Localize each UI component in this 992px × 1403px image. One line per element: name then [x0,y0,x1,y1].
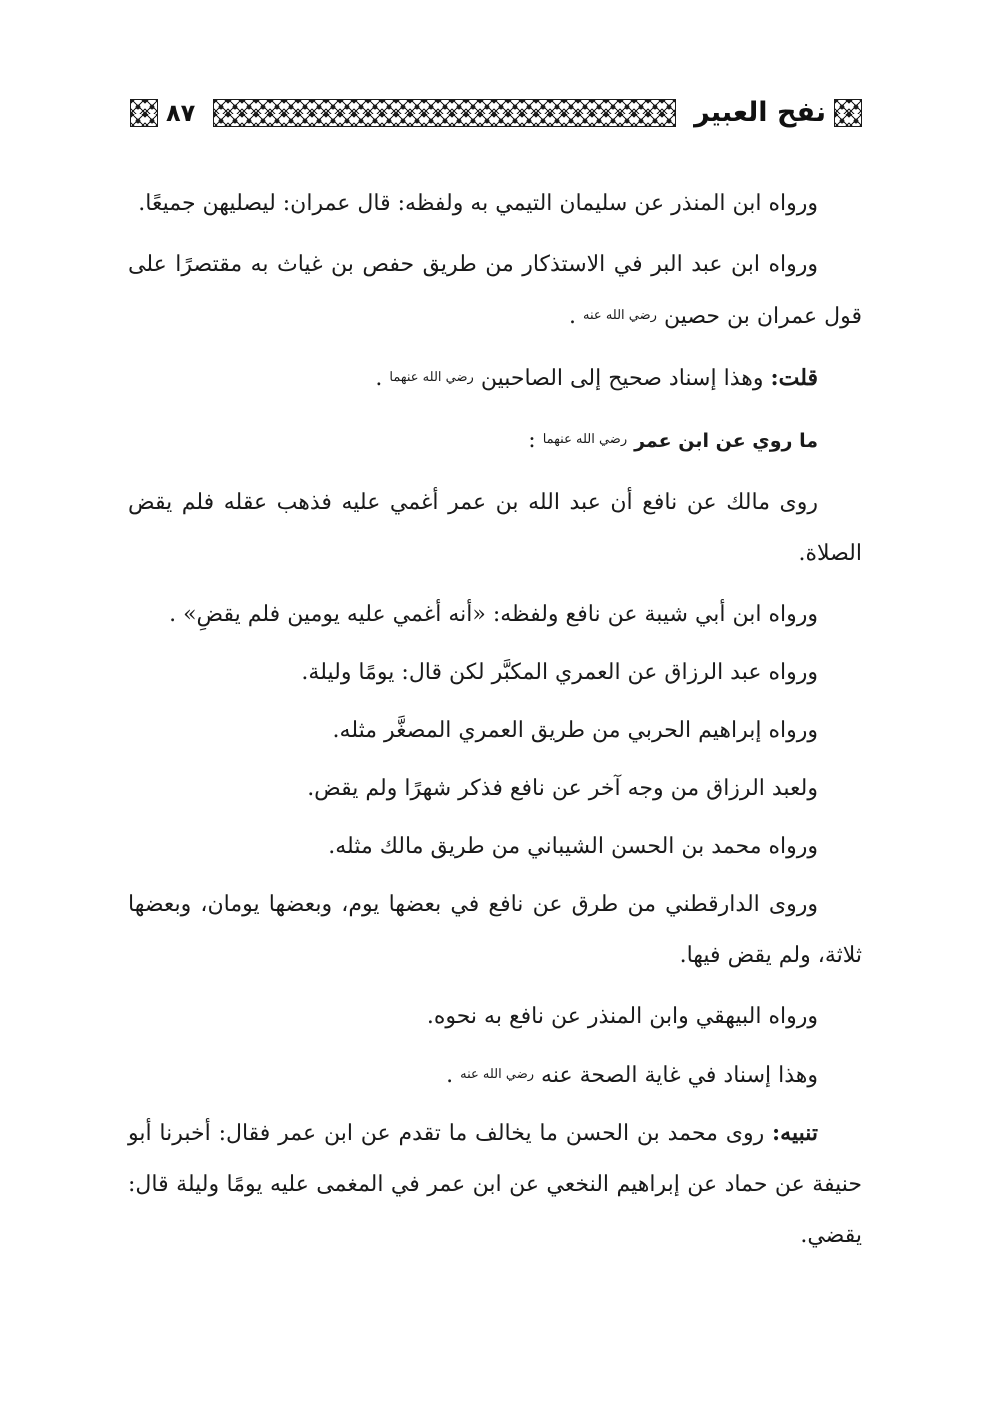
honorific-glyph: رضي الله عنه [583,308,657,323]
ornament-right-icon [834,99,862,127]
lead-word: تنبيه: [772,1120,818,1146]
section-heading [128,414,862,467]
paragraph-text: وروى الدارقطني من طرق عن نافع في بعضها يوم، وبعضها يومان، وبعضها ثلاثة، ولم يقض فيها. [128,892,862,968]
paragraph [128,239,862,342]
paragraph [128,1108,862,1261]
paragraph [128,589,862,640]
honorific-glyph: رضي الله عنه [460,1067,535,1082]
paragraph [128,1049,862,1101]
paragraph-text: ورواه إبراهيم الحربي من طريق العمري المصغَّر مثله. [332,718,818,743]
paragraph-text: ورواه البيهقي وابن المنذر عن نافع به نحوه. [426,1004,818,1029]
paragraph-text: ورواه ابن المنذر عن سليمان التيمي به ولفظه: قال عمران: ليصليهن جميعًا. [138,191,818,216]
paragraph [128,763,862,814]
punctuation: . [375,366,390,391]
paragraph-text: ورواه ابن عبد البر في الاستذكار من طريق حفص بن غياث به مقتصرًا على قول عمران بن حصين [128,252,862,329]
punctuation: . [569,304,584,329]
paragraph [128,991,862,1042]
book-title: نفح العبير [694,97,826,128]
heading-text: ما روي عن ابن عمر [634,430,818,452]
paragraph-text: روى محمد بن الحسن ما يخالف ما تقدم عن ابن عمر فقال: أخبرنا أبو حنيفة عن حماد عن إبراهيم النخعي عن ابن عمر في المغمى عليه يومًا وليلة قال: يقضي. [128,1121,862,1248]
paragraph-text: ولعبد الرزاق من وجه آخر عن نافع فذكر شهرًا ولم يقض. [307,776,818,801]
paragraph-text: وهذا إسناد صحيح إلى الصاحبين [480,366,771,391]
paragraph [128,352,862,404]
paragraph [128,178,862,229]
punctuation: : [528,428,543,453]
punctuation: . [446,1063,461,1088]
honorific-glyph: رضي الله عنهما [389,370,474,385]
paragraph [128,647,862,698]
page-number: ٨٧ [166,99,196,127]
paragraph-text: روى مالك عن نافع أن عبد الله بن عمر أغمي عليه فذهب عقله فلم يقض الصلاة. [128,490,862,566]
lead-word: قلت: [770,365,818,391]
paragraph-text: وهذا إسناد في غاية الصحة عنه [541,1063,818,1088]
paragraph-text: ورواه عبد الرزاق عن العمري المكبَّر لكن قال: يومًا وليلة. [301,660,818,685]
paragraph [128,821,862,872]
paragraph [128,879,862,981]
ornament-left-icon [130,99,158,127]
ornament-band-icon [213,99,676,127]
paragraph-text: ورواه ابن أبي شيبة عن نافع ولفظه: «أنه أغمي عليه يومين فلم يقضِ» . [169,602,818,627]
paragraph [128,477,862,579]
body-text [128,178,862,1271]
page-header [130,96,862,130]
paragraph-text: ورواه محمد بن الحسن الشيباني من طريق مالك مثله. [328,834,818,859]
paragraph [128,705,862,756]
honorific-glyph: رضي الله عنهما [542,432,628,447]
